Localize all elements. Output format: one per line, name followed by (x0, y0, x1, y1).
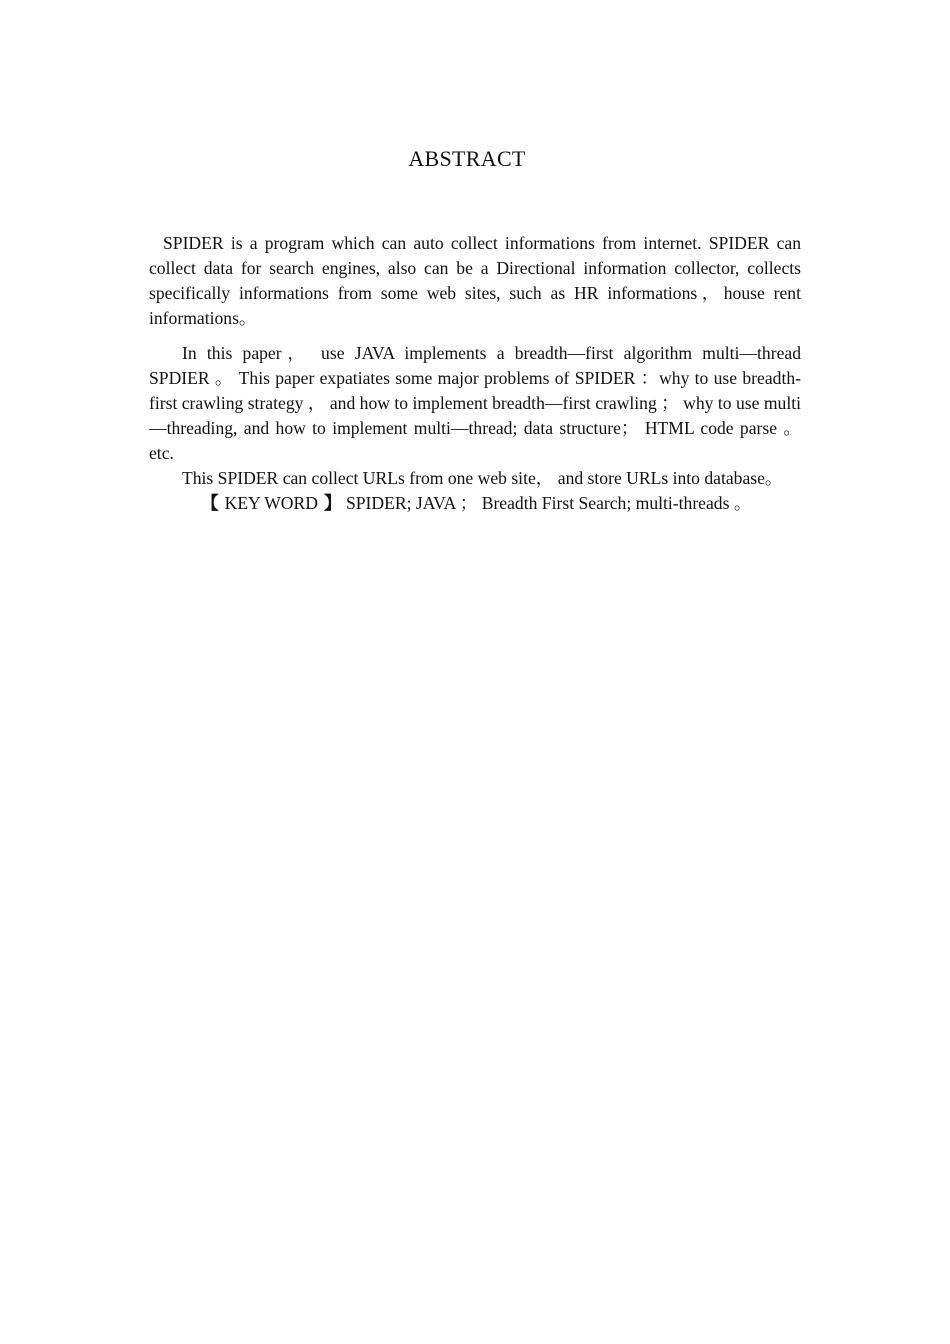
keyword-list: SPIDER; JAVA ； Breadth First Search; multi-threads 。 (345, 493, 752, 513)
paragraph-intro: SPIDER is a program which can auto collect informations from internet. SPIDER can collect data for search engines, also can be a Directional information collector, collects specifically informations from some web sites, such as HR informations，house rent informations。 (149, 233, 801, 328)
paragraph-result: This SPIDER can collect URLs from one web site， and store URLs into database。 (182, 468, 783, 488)
paragraph-method: In this paper， use JAVA implements a breadth—first algorithm multi—thread SPDIER 。 This paper expatiates some major problems of SPIDER ：why to use breadth-first crawling strategy ， and how to implement breadth—first crawling ； why to use multi—threading, and how to implement multi—thread; data structure； HTML code parse 。 etc. (149, 343, 801, 463)
keyword-close-bracket: 】 (323, 493, 342, 513)
keywords-line (149, 491, 801, 516)
keyword-label: KEY WORD (224, 493, 318, 513)
keyword-open-bracket: 【 (201, 493, 219, 513)
abstract-title: ABSTRACT (408, 146, 526, 171)
abstract-body (149, 231, 801, 516)
